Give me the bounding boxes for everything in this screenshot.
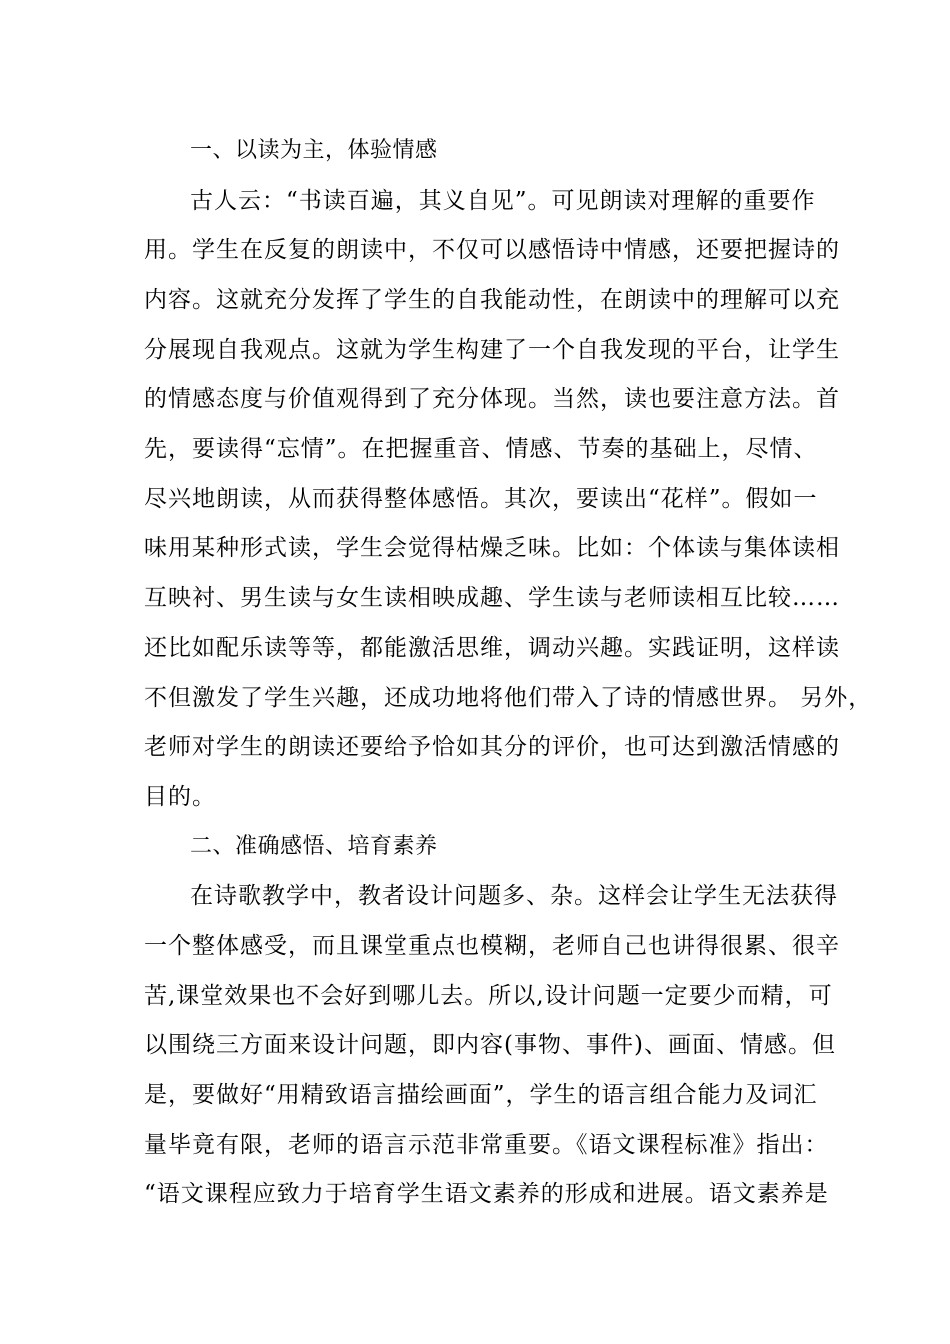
paragraph-line: 是，要做好“用精致语言描绘画面”，学生的语言组合能力及词汇 bbox=[144, 1082, 818, 1108]
paragraph-line: 分展现自我观点。这就为学生构建了一个自我发现的平台，让学生 bbox=[144, 337, 840, 363]
paragraph-line: 味用某种形式读，学生会觉得枯燥乏味。比如：个体读与集体读相 bbox=[144, 535, 840, 561]
paragraph-line: 在诗歌教学中，教者设计问题多、杂。这样会让学生无法获得 bbox=[190, 883, 838, 909]
paragraph-line: 苦,课堂效果也不会好到哪儿去。所以,设计问题一定要少而精，可 bbox=[144, 983, 833, 1009]
paragraph-line: 的情感态度与价值观得到了充分体现。当然，读也要注意方法。首 bbox=[144, 386, 840, 412]
paragraph-line: 一个整体感受，而且课堂重点也模糊，老师自己也讲得很累、很辛 bbox=[144, 933, 840, 959]
section-heading-1: 一、以读为主，体验情感 bbox=[190, 138, 438, 163]
paragraph-line: 还比如配乐读等等，都能激活思维，调动兴趣。实践证明，这样读 bbox=[144, 635, 840, 661]
paragraph-line: 不但激发了学生兴趣，还成功地将他们带入了诗的情感世界。 另外， bbox=[144, 685, 873, 711]
paragraph-line: 尽兴地朗读，从而获得整体感悟。其次，要读出“花样”。假如一 bbox=[144, 486, 818, 512]
paragraph-line: 用。学生在反复的朗读中，不仅可以感悟诗中情感，还要把握诗的 bbox=[144, 237, 840, 263]
paragraph-line: “语文课程应致力于培育学生语文素养的形成和进展。语文素养是 bbox=[144, 1181, 829, 1207]
paragraph-line: 以围绕三方面来设计问题，即内容(事物、事件)、画面、情感。但 bbox=[144, 1032, 836, 1058]
paragraph-line: 目的。 bbox=[144, 784, 216, 810]
paragraph-line: 内容。这就充分发挥了学生的自我能动性，在朗读中的理解可以充 bbox=[144, 287, 840, 313]
paragraph-line: 量毕竟有限，老师的语言示范非常重要。《语文课程标准》指出： bbox=[144, 1132, 829, 1158]
paragraph-line: 老师对学生的朗读还要给予恰如其分的评价，也可达到激活情感的 bbox=[144, 734, 840, 760]
paragraph-line: 古人云：“书读百遍，其义自见”。可见朗读对理解的重要作 bbox=[190, 188, 816, 214]
paragraph-line: 先，要读得“忘情”。在把握重音、情感、节奏的基础上，尽情、 bbox=[144, 436, 818, 462]
paragraph-line: 互映衬、男生读与女生读相映成趣、学生读与老师读相互比较…… bbox=[144, 585, 840, 611]
section-heading-2: 二、准确感悟、培育素养 bbox=[190, 834, 438, 859]
